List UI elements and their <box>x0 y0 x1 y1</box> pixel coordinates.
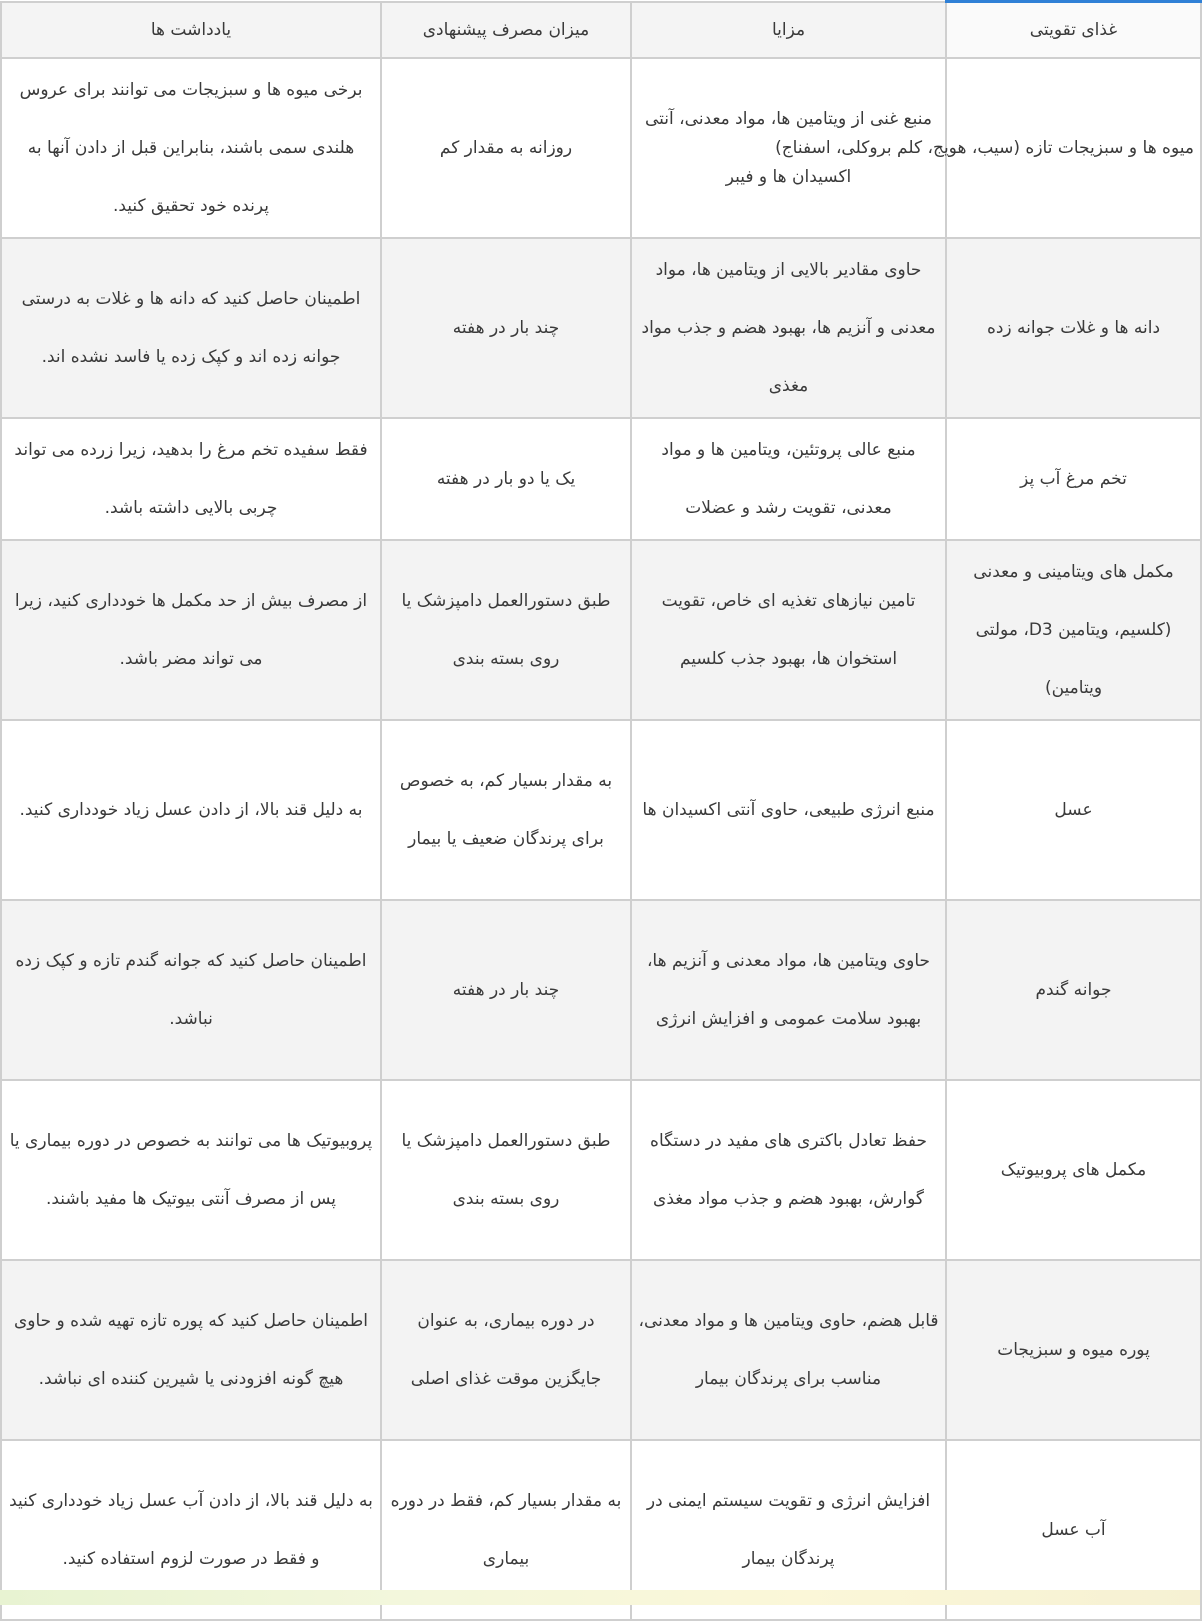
table-row <box>1 1260 1201 1440</box>
cell-notes: به دلیل قند بالا، از دادن عسل زیاد خودداری کنید. <box>1 720 381 900</box>
cell-benefits: حاوی ویتامین ها، مواد معدنی و آنزیم ها، بهبود سلامت عمومی و افزایش انرژی <box>631 900 946 1080</box>
cell-notes: اطمینان حاصل کنید که پوره تازه تهیه شده و حاوی هیچ گونه افزودنی یا شیرین کننده ای نباشد. <box>1 1260 381 1440</box>
cell-food: مکمل های پروبیوتیک <box>946 1080 1201 1260</box>
cell-food: دانه ها و غلات جوانه زده <box>946 238 1201 418</box>
cell-dose: طبق دستورالعمل دامپزشک یا روی بسته بندی <box>381 540 631 720</box>
cell-dose: روزانه به مقدار کم <box>381 58 631 238</box>
cell-notes: فقط سفیده تخم مرغ را بدهید، زیرا زرده می تواند چربی بالایی داشته باشد. <box>1 418 381 540</box>
cell-notes: اطمینان حاصل کنید که دانه ها و غلات به درستی جوانه زده اند و کپک زده یا فاسد نشده اند. <box>1 238 381 418</box>
cell-food: عسل <box>946 720 1201 900</box>
cell-benefits: قابل هضم، حاوی ویتامین ها و مواد معدنی، مناسب برای پرندگان بیمار <box>631 1260 946 1440</box>
cell-benefits: حفظ تعادل باکتری های مفید در دستگاه گوارش، بهبود هضم و جذب مواد مغذی <box>631 1080 946 1260</box>
cell-food: آب عسل <box>946 1440 1201 1620</box>
cell-benefits: تامین نیازهای تغذیه ای خاص، تقویت استخوان ها، بهبود جذب کلسیم <box>631 540 946 720</box>
table-row <box>1 540 1201 720</box>
cell-benefits: حاوی مقادیر بالایی از ویتامین ها، مواد معدنی و آنزیم ها، بهبود هضم و جذب مواد مغذی <box>631 238 946 418</box>
bottom-gradient-strip <box>0 1590 1200 1605</box>
header-dose: میزان مصرف پیشنهادی <box>381 2 631 59</box>
table-row <box>1 720 1201 900</box>
cell-benefits: افزایش انرژی و تقویت سیستم ایمنی در پرندگان بیمار <box>631 1440 946 1620</box>
table-header-row <box>1 2 1201 59</box>
cell-food: مکمل های ویتامینی و معدنی (کلسیم، ویتامین D3، مولتی ویتامین) <box>946 540 1201 720</box>
header-food: غذای تقویتی <box>946 2 1201 59</box>
cell-dose: به مقدار بسیار کم، فقط در دوره بیماری <box>381 1440 631 1620</box>
cell-food: پوره میوه و سبزیجات <box>946 1260 1201 1440</box>
table-row <box>1 58 1201 238</box>
header-notes: یادداشت ها <box>1 2 381 59</box>
cell-dose: یک یا دو بار در هفته <box>381 418 631 540</box>
cell-food: جوانه گندم <box>946 900 1201 1080</box>
cell-notes: پروبیوتیک ها می توانند به خصوص در دوره بیماری یا پس از مصرف آنتی بیوتیک ها مفید باشند. <box>1 1080 381 1260</box>
cell-food: تخم مرغ آب پز <box>946 418 1201 540</box>
table-row <box>1 900 1201 1080</box>
header-benefits: مزایا <box>631 2 946 59</box>
cell-dose: چند بار در هفته <box>381 238 631 418</box>
cell-notes: به دلیل قند بالا، از دادن آب عسل زیاد خودداری کنید و فقط در صورت لزوم استفاده کنید. <box>1 1440 381 1620</box>
cell-benefits: منبع غنی از ویتامین ها، مواد معدنی، آنتی اکسیدان ها و فیبر <box>631 58 946 238</box>
cell-notes: برخی میوه ها و سبزیجات می توانند برای عروس هلندی سمی باشند، بنابراین قبل از دادن آنها به پرنده خود تحقیق کنید. <box>1 58 381 238</box>
table-row <box>1 238 1201 418</box>
table-row <box>1 1080 1201 1260</box>
cell-benefits: منبع عالی پروتئین، ویتامین ها و مواد معدنی، تقویت رشد و عضلات <box>631 418 946 540</box>
cell-food: میوه ها و سبزیجات تازه (سیب، هویج، کلم بروکلی، اسفناج) <box>946 58 1201 238</box>
cell-dose: در دوره بیماری، به عنوان جایگزین موقت غذای اصلی <box>381 1260 631 1440</box>
cell-dose: به مقدار بسیار کم، به خصوص برای پرندگان ضعیف یا بیمار <box>381 720 631 900</box>
cell-notes: از مصرف بیش از حد مکمل ها خودداری کنید، زیرا می تواند مضر باشد. <box>1 540 381 720</box>
table-row <box>1 418 1201 540</box>
cell-dose: چند بار در هفته <box>381 900 631 1080</box>
cell-benefits: منبع انرژی طبیعی، حاوی آنتی اکسیدان ها <box>631 720 946 900</box>
cell-notes: اطمینان حاصل کنید که جوانه گندم تازه و کپک زده نباشد. <box>1 900 381 1080</box>
cell-dose: طبق دستورالعمل دامپزشک یا روی بسته بندی <box>381 1080 631 1260</box>
